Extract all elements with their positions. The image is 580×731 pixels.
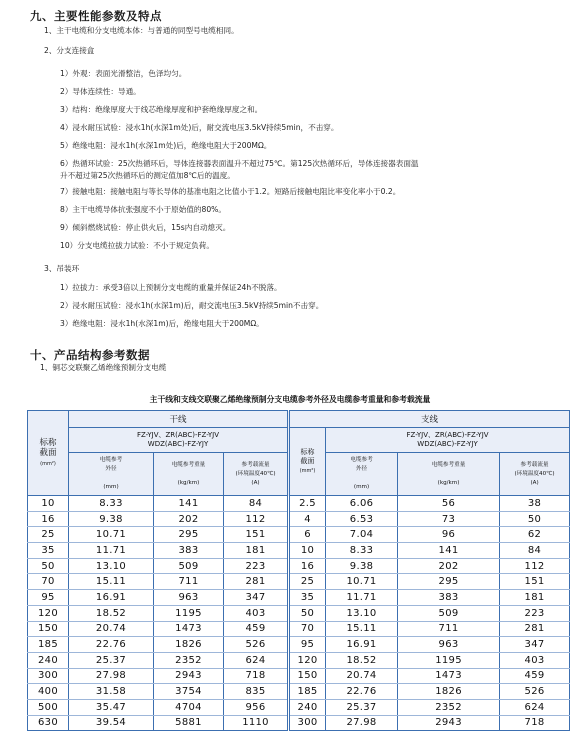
table-cell: 383 bbox=[398, 590, 500, 606]
table-cell: 31.58 bbox=[69, 684, 154, 700]
table-cell: 39.54 bbox=[69, 715, 154, 731]
table-cell: 295 bbox=[154, 527, 224, 543]
table-cell: 6 bbox=[289, 527, 326, 543]
table-cell: 10 bbox=[289, 543, 326, 559]
table-cell: 22.76 bbox=[69, 637, 154, 653]
section-10-item-1: 1、铜芯交联聚乙烯绝缘预制分支电缆 bbox=[40, 363, 167, 372]
section-9-title: 九、主要性能参数及特点 bbox=[30, 9, 162, 23]
table-cell: 711 bbox=[398, 621, 500, 637]
table-row bbox=[28, 558, 570, 574]
group-header-branch: 支线 bbox=[289, 411, 570, 428]
table-cell: 300 bbox=[28, 668, 69, 684]
cable-data-table bbox=[27, 410, 570, 731]
table-cell: 120 bbox=[28, 605, 69, 621]
table-cell: 56 bbox=[398, 496, 500, 512]
table-cell: 11.71 bbox=[326, 590, 398, 606]
table-cell: 95 bbox=[289, 637, 326, 653]
table-cell: 50 bbox=[500, 511, 570, 527]
table-cell: 73 bbox=[398, 511, 500, 527]
table-cell: 4 bbox=[289, 511, 326, 527]
spec-line: 3）结构：绝缘厚度大于线芯绝缘厚度和护套绝缘厚度之和。 bbox=[60, 105, 263, 114]
od-header: 电缆参考 外径 (mm) bbox=[69, 453, 154, 496]
spec-line: 6）热循环试验：25次热循环后，导体连接器表面温升不超过75℃。第125次热循环后，导体连接器表面温 bbox=[60, 159, 419, 168]
section-header-branch: 标称 截面 (mm²) bbox=[289, 428, 326, 496]
spec-line: 2）浸水耐压试验：浸水1h(水深1m)后，耐交流电压3.5kV持续5min不击穿。 bbox=[60, 301, 324, 310]
table-cell: 25.37 bbox=[69, 652, 154, 668]
table-row bbox=[28, 590, 570, 606]
table-cell: 96 bbox=[398, 527, 500, 543]
table-cell: 526 bbox=[500, 684, 570, 700]
table-cell: 10 bbox=[28, 496, 69, 512]
table-cell: 240 bbox=[289, 699, 326, 715]
table-cell: 13.10 bbox=[69, 558, 154, 574]
table-cell: 2943 bbox=[154, 668, 224, 684]
table-row bbox=[28, 621, 570, 637]
table-cell: 27.98 bbox=[69, 668, 154, 684]
table-cell: 5881 bbox=[154, 715, 224, 731]
table-cell: 300 bbox=[289, 715, 326, 731]
table-cell: 35 bbox=[289, 590, 326, 606]
table-row bbox=[28, 652, 570, 668]
table-cell: 624 bbox=[500, 699, 570, 715]
table-row bbox=[28, 605, 570, 621]
table-cell: 151 bbox=[500, 574, 570, 590]
group-header-main: 干线 bbox=[69, 411, 289, 428]
table-cell: 956 bbox=[224, 699, 289, 715]
table-row bbox=[28, 574, 570, 590]
table-cell: 16.91 bbox=[326, 637, 398, 653]
table-cell: 1195 bbox=[398, 652, 500, 668]
table-cell: 202 bbox=[398, 558, 500, 574]
weight-header: 电缆参考重量 (kg/km) bbox=[398, 453, 500, 496]
spec-line: 7）接触电阻：接触电阻与等长导体的基准电阻之比值小于1.2。短路后接触电阻比率变化率小于0.2。 bbox=[60, 187, 401, 196]
table-row bbox=[28, 496, 570, 512]
table-cell: 27.98 bbox=[326, 715, 398, 731]
table-cell: 403 bbox=[224, 605, 289, 621]
table-cell: 70 bbox=[289, 621, 326, 637]
table-cell: 1110 bbox=[224, 715, 289, 731]
table-cell: 10.71 bbox=[69, 527, 154, 543]
table-cell: 18.52 bbox=[69, 605, 154, 621]
table-title: 主干线和支线交联聚乙烯绝缘预制分支电缆参考外径及电缆参考重量和参考载流量 bbox=[149, 395, 431, 404]
models-header-main: FZ-YJV、ZR(ABC)-FZ-YJV WDZ(ABC)-FZ-YJY bbox=[69, 428, 289, 453]
table-cell: 35 bbox=[28, 543, 69, 559]
table-cell: 459 bbox=[500, 668, 570, 684]
table-cell: 400 bbox=[28, 684, 69, 700]
table-cell: 10.71 bbox=[326, 574, 398, 590]
table-cell: 1826 bbox=[398, 684, 500, 700]
table-cell: 150 bbox=[289, 668, 326, 684]
table-cell: 38 bbox=[500, 496, 570, 512]
table-cell: 9.38 bbox=[69, 511, 154, 527]
table-cell: 240 bbox=[28, 652, 69, 668]
table-row bbox=[28, 543, 570, 559]
table-row bbox=[28, 637, 570, 653]
table-cell: 7.04 bbox=[326, 527, 398, 543]
spec-line: 1）外观：表面光滑整洁，色泽均匀。 bbox=[60, 69, 187, 78]
table-cell: 281 bbox=[500, 621, 570, 637]
table-cell: 84 bbox=[500, 543, 570, 559]
table-cell: 141 bbox=[154, 496, 224, 512]
table-cell: 2.5 bbox=[289, 496, 326, 512]
table-cell: 223 bbox=[224, 558, 289, 574]
spec-line: 2）导体连续性：导通。 bbox=[60, 87, 141, 96]
table-cell: 11.71 bbox=[69, 543, 154, 559]
section-9-item-2: 2、分支连接盒 bbox=[44, 46, 95, 55]
table-cell: 6.53 bbox=[326, 511, 398, 527]
table-cell: 1826 bbox=[154, 637, 224, 653]
table-cell: 624 bbox=[224, 652, 289, 668]
table-row bbox=[28, 527, 570, 543]
table-cell: 70 bbox=[28, 574, 69, 590]
table-cell: 8.33 bbox=[326, 543, 398, 559]
table-cell: 509 bbox=[154, 558, 224, 574]
table-cell: 1195 bbox=[154, 605, 224, 621]
table-cell: 2352 bbox=[398, 699, 500, 715]
table-cell: 50 bbox=[28, 558, 69, 574]
table-cell: 25 bbox=[289, 574, 326, 590]
section-10-title: 十、产品结构参考数据 bbox=[30, 348, 150, 362]
spec-line: 5）绝缘电阻：浸水1h(水深1m处)后，绝缘电阻大于200MΩ。 bbox=[60, 141, 272, 150]
table-cell: 8.33 bbox=[69, 496, 154, 512]
table-cell: 1473 bbox=[154, 621, 224, 637]
table-cell: 718 bbox=[224, 668, 289, 684]
table-cell: 120 bbox=[289, 652, 326, 668]
table-cell: 95 bbox=[28, 590, 69, 606]
od-header: 电缆参考 外径 (mm) bbox=[326, 453, 398, 496]
models-header-branch: FZ-YJV、ZR(ABC)-FZ-YJV WDZ(ABC)-FZ-YJY bbox=[326, 428, 570, 453]
table-cell: 403 bbox=[500, 652, 570, 668]
table-cell: 35.47 bbox=[69, 699, 154, 715]
table-cell: 16.91 bbox=[69, 590, 154, 606]
table-cell: 500 bbox=[28, 699, 69, 715]
table-cell: 383 bbox=[154, 543, 224, 559]
table-cell: 509 bbox=[398, 605, 500, 621]
table-cell: 6.06 bbox=[326, 496, 398, 512]
table-cell: 62 bbox=[500, 527, 570, 543]
table-cell: 112 bbox=[224, 511, 289, 527]
table-cell: 181 bbox=[224, 543, 289, 559]
spec-line: 4）浸水耐压试验：浸水1h(水深1m处)后，耐交流电压3.5kV持续5min，不击穿。 bbox=[60, 123, 339, 132]
table-cell: 20.74 bbox=[326, 668, 398, 684]
table-cell: 13.10 bbox=[326, 605, 398, 621]
table-cell: 963 bbox=[154, 590, 224, 606]
table-cell: 835 bbox=[224, 684, 289, 700]
table-cell: 15.11 bbox=[326, 621, 398, 637]
table-cell: 3754 bbox=[154, 684, 224, 700]
table-cell: 347 bbox=[500, 637, 570, 653]
table-cell: 4704 bbox=[154, 699, 224, 715]
table-row bbox=[28, 668, 570, 684]
table-cell: 223 bbox=[500, 605, 570, 621]
table-cell: 25 bbox=[28, 527, 69, 543]
table-row bbox=[28, 715, 570, 731]
table-row bbox=[28, 684, 570, 700]
current-header: 参考载流量 (环境温度40℃) (A) bbox=[224, 453, 289, 496]
table-row bbox=[28, 511, 570, 527]
spec-line: 升不超过第25次热循环后的测定值加8℃后的温度。 bbox=[60, 171, 235, 180]
table-cell: 711 bbox=[154, 574, 224, 590]
section-header-main: 标称 截面 (mm²) bbox=[28, 411, 69, 496]
table-cell: 459 bbox=[224, 621, 289, 637]
table-cell: 281 bbox=[224, 574, 289, 590]
table-cell: 185 bbox=[28, 637, 69, 653]
table-cell: 16 bbox=[289, 558, 326, 574]
table-cell: 526 bbox=[224, 637, 289, 653]
table-cell: 15.11 bbox=[69, 574, 154, 590]
spec-line: 3）绝缘电阻：浸水1h(水深1m)后，绝缘电阻大于200MΩ。 bbox=[60, 319, 264, 328]
spec-line: 9）倾斜燃烧试验：停止供火后，15s内自动熄灭。 bbox=[60, 223, 231, 232]
section-9-item-3: 3、吊装环 bbox=[44, 264, 80, 273]
table-cell: 347 bbox=[224, 590, 289, 606]
spec-line: 8）主干电缆导体抗张强度不小于原始值的80%。 bbox=[60, 205, 226, 214]
spec-line: 1）拉拔力：承受3倍以上预制分支电缆的重量并保证24h不脱落。 bbox=[60, 283, 282, 292]
table-cell: 185 bbox=[289, 684, 326, 700]
table-cell: 25.37 bbox=[326, 699, 398, 715]
table-cell: 718 bbox=[500, 715, 570, 731]
table-row bbox=[28, 699, 570, 715]
table-cell: 150 bbox=[28, 621, 69, 637]
table-cell: 84 bbox=[224, 496, 289, 512]
table-cell: 22.76 bbox=[326, 684, 398, 700]
table-cell: 112 bbox=[500, 558, 570, 574]
table-cell: 202 bbox=[154, 511, 224, 527]
table-body bbox=[28, 496, 570, 731]
table-cell: 2352 bbox=[154, 652, 224, 668]
table-cell: 141 bbox=[398, 543, 500, 559]
current-header: 参考载流量 (环境温度40℃) (A) bbox=[500, 453, 570, 496]
table-cell: 295 bbox=[398, 574, 500, 590]
table-cell: 181 bbox=[500, 590, 570, 606]
table-cell: 2943 bbox=[398, 715, 500, 731]
table-cell: 50 bbox=[289, 605, 326, 621]
table-cell: 963 bbox=[398, 637, 500, 653]
table-cell: 1473 bbox=[398, 668, 500, 684]
table-cell: 18.52 bbox=[326, 652, 398, 668]
spec-line: 10）分支电缆拉拔力试验：不小于规定负荷。 bbox=[60, 241, 214, 250]
table-cell: 630 bbox=[28, 715, 69, 731]
weight-header: 电缆参考重量 (kg/km) bbox=[154, 453, 224, 496]
section-9-item-1: 1、主干电缆和分支电缆本体：与普通的同型号电缆相同。 bbox=[44, 26, 239, 35]
table-cell: 151 bbox=[224, 527, 289, 543]
table-cell: 9.38 bbox=[326, 558, 398, 574]
table-cell: 16 bbox=[28, 511, 69, 527]
table-cell: 20.74 bbox=[69, 621, 154, 637]
